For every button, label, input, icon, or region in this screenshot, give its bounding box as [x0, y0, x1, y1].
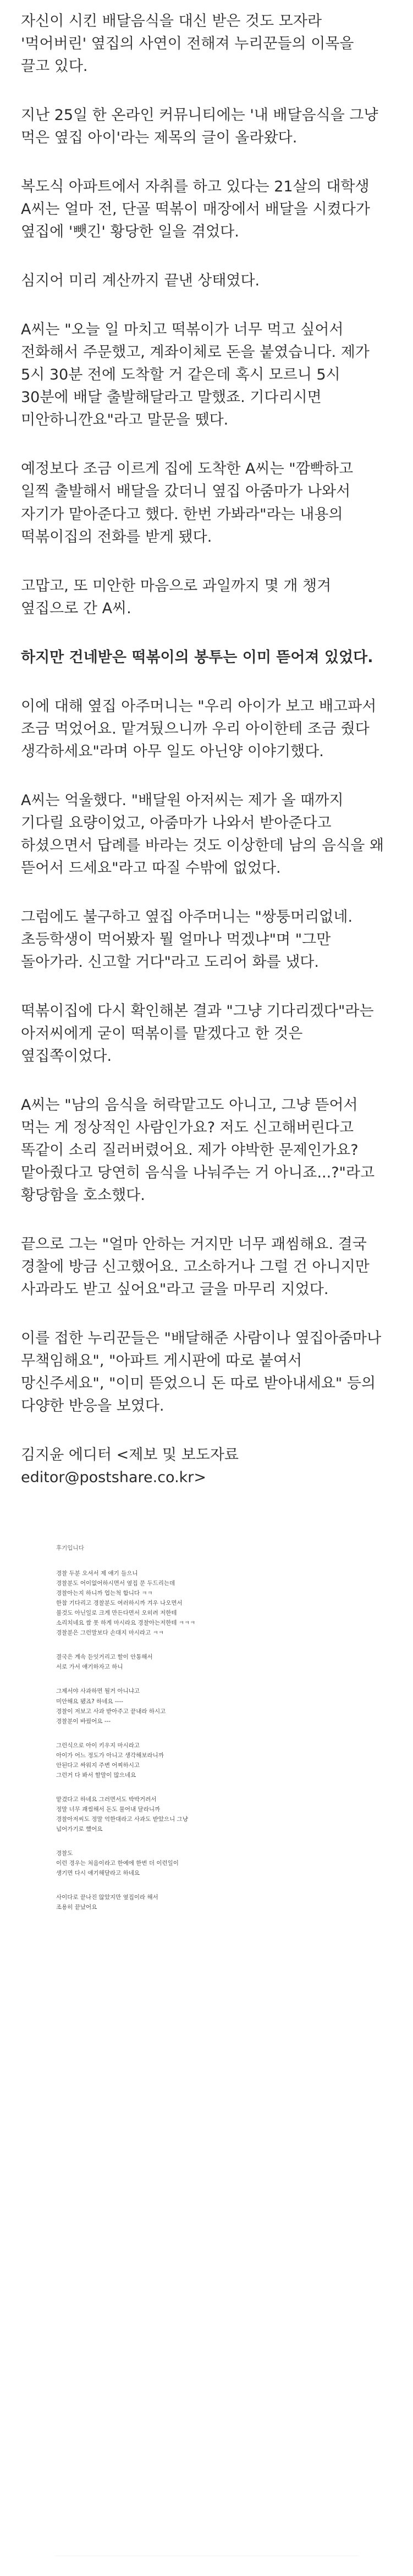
post-line: 정말 너무 괘씸해서 돈도 물어내 달라니까 [56, 1806, 161, 1813]
post-text-block [56, 1795, 359, 1834]
article-paragraph: A씨는 억울했다. "배달원 아저씨는 제가 올 때까지 기다릴 요량이었고, 아줌마가 나와서 받아준다고 하셨으면서 답례를 바라는 것도 이상한데 남의 음식을 왜 뜯어서 드세요"라고 따질 수밖에 없었다. [21, 791, 384, 877]
article-byline: 김지윤 에디터 <제보 및 보도자료 editor@postshare.co.kr> [21, 1446, 239, 1487]
article-body [21, 10, 384, 1489]
article-paragraph: 자신이 시킨 배달음식을 대신 받은 것도 모자라 '먹어버린' 옆집의 사연이 전해져 누리꾼들의 이목을 끌고 있다. [21, 13, 354, 75]
post-line: 맡겼다고 하네요 그러면서도 박박거려서 [56, 1796, 157, 1803]
post-line: 한참 기다리고 경찰분도 여러하시까 겨우 나오면서 [56, 1600, 183, 1607]
article-paragraph: 떡볶이집에 다시 확인해본 결과 "그냥 기다리겠다"라는 아저씨에게 굳이 떡볶이를 맡겠다고 한 것은 옆집쪽이었다. [21, 1002, 374, 1065]
post-line: 경찰도 [56, 1850, 73, 1857]
post-text-block [56, 1892, 359, 1912]
post-line: 경찰아저씨도 정말 억한대라고 사과도 받았으니 그냥 [56, 1815, 188, 1823]
post-line: 불것도 아닌일로 크게 만든다면서 오히려 저한테 [56, 1610, 177, 1617]
article-paragraph: 예정보다 조금 이르게 집에 도착한 A씨는 "깜빡하고 일찍 출발해서 배달을 갔더니 옆집 아줌마가 나와서 자기가 맡아준다고 했다. 한번 가봐라"라는 내용의 떡볶이집의 전화를 받게 됐다. [21, 460, 354, 546]
post-line: 소리치네요 쌈 못 하게 마시라요 경찰아는저한테 ㅋㅋㅋ [56, 1620, 196, 1627]
article-paragraph: 이에 대해 옆집 아주머니는 "우리 아이가 보고 배고파서 조금 먹었어요. 맡겨뒀으니까 우리 아이한테 조금 줬다 생각하세요"라며 아무 일도 아닌양 이야기했다. [21, 697, 377, 760]
post-line: 경찰아는지 하니까 업는척 합니다 ㅋㅋ [56, 1590, 153, 1597]
post-line: 경찰분은 그런말보다 손대지 마시라고 ㅋㅋ [56, 1630, 164, 1637]
post-line: 안된다고 싸워지 주변 어찌하시고 [56, 1762, 140, 1769]
embedded-post-screenshot [55, 1533, 359, 2556]
article-paragraph: 이를 접한 누리꾼들은 "배달해준 사람이나 옆집아줌마나 무책임해요", "아파트 게시판에 따로 붙여서 망신주세요", "이미 뜯었으니 돈 따로 받아내세요" 등의 다양한 반응을 보였다. [21, 1330, 382, 1415]
article-paragraph: 그럼에도 불구하고 옆집 아주머니는 "쌍퉁머리없네. 초등학생이 먹어봤자 뭘 얼마나 먹겠냐"며 "그만 돌아가라. 신고할 거다"라고 도리어 화를 냈다. [21, 908, 353, 971]
post-line: 경찰분도 어이없어하시면서 옆집 문 두드리는데 [56, 1580, 175, 1587]
article-paragraph: 심지어 미리 계산까지 끝낸 상태였다. [21, 272, 260, 290]
article-paragraph: 고맙고, 또 미안한 마음으로 과일까지 몇 개 챙겨 옆집으로 간 A씨. [21, 577, 332, 617]
post-line: 사이다로 끝나진 않았지만 옆집이라 해서 [56, 1894, 158, 1901]
post-line: 넘어가기로 했어요 [56, 1825, 103, 1832]
article-paragraph: A씨는 "오늘 일 마치고 떡볶이가 너무 먹고 싶어서 전화해서 주문했고, 계좌이체로 돈을 붙였습니다. 제가 5시 30분 전에 도착할 거 같은데 혹시 모르니 5시 30분에 배달 출발해달라고 말했죠. 기다리시면 미안하니깐요"라고 말문을 뗐다. [21, 321, 370, 429]
post-text-block [56, 1686, 359, 1726]
post-line: 경찰분이 바꿨어요 --- [56, 1718, 111, 1725]
post-line: 그런거 다 봐서 할말이 많으네요 [56, 1771, 136, 1779]
post-line: 아이가 어느 정도가 아니고 생각해보라니까 [56, 1752, 164, 1759]
post-text-block [56, 1741, 359, 1780]
post-text-block [56, 1568, 359, 1638]
post-text-block [56, 1652, 359, 1672]
post-line: 조용히 끝났어요 [56, 1904, 97, 1911]
post-title: 후기입니다 [56, 1545, 84, 1551]
post-text-block [56, 1848, 359, 1878]
post-line: 생기면 다시 얘기해달라고 하네요 [56, 1870, 140, 1877]
post-line: 경찰 두분 오셔서 제 얘기 들으니 [56, 1570, 138, 1577]
post-line: 서로 가서 얘기하자고 하니 [56, 1664, 123, 1671]
post-line: 그런식으로 아이 키우지 마시라고 [56, 1742, 140, 1749]
post-line: 이런 경우는 처음이라고 한예에 한번 더 이런일이 [56, 1860, 179, 1867]
article-paragraph: 복도식 아파트에서 자취를 하고 있다는 21살의 대학생 A씨는 얼마 전, 단골 떡볶이 매장에서 배달을 시켰다가 옆집에 '뺏긴' 황당한 일을 겪었다. [21, 178, 370, 241]
article-paragraph: 끝으로 그는 "얼마 안하는 거지만 너무 괘씸해요. 결국 경찰에 방금 신고했어요. 고소하거나 그럴 건 아니지만 사과라도 받고 싶어요"라고 글을 마무리 지었다. [21, 1236, 370, 1298]
article-paragraph: 지난 25일 한 온라인 커뮤니티에는 '내 배달음식을 그냥 먹은 옆집 아이'라는 제목의 글이 올라왔다. [21, 107, 378, 147]
article-paragraph: A씨는 "남의 음식을 허락맡고도 아니고, 그냥 뜯어서 먹는 게 정상적인 사람인가요? 저도 신고해버린다고 똑같이 소리 질러버렸어요. 제가 야박한 문제인가요? 맡아줬다고 당연히 음식을 나눠주는 거 아니죠...?"라고 황당함을 호소했다. [21, 1097, 375, 1204]
post-line: 미안해요 됐죠? 하네요 ---- [56, 1698, 124, 1705]
post-line: 그제서야 사과하면 될거 아니냐고 [56, 1688, 140, 1695]
post-line: 결국은 계속 듣잇거리고 할이 안통해서 [56, 1654, 153, 1661]
article-highlight-paragraph: 하지만 건네받은 떡볶이의 봉투는 이미 뜯어져 있었다. [21, 648, 373, 666]
post-line: 경찰이 저보고 사과 받아주고 끝내라 하시고 [56, 1708, 166, 1715]
